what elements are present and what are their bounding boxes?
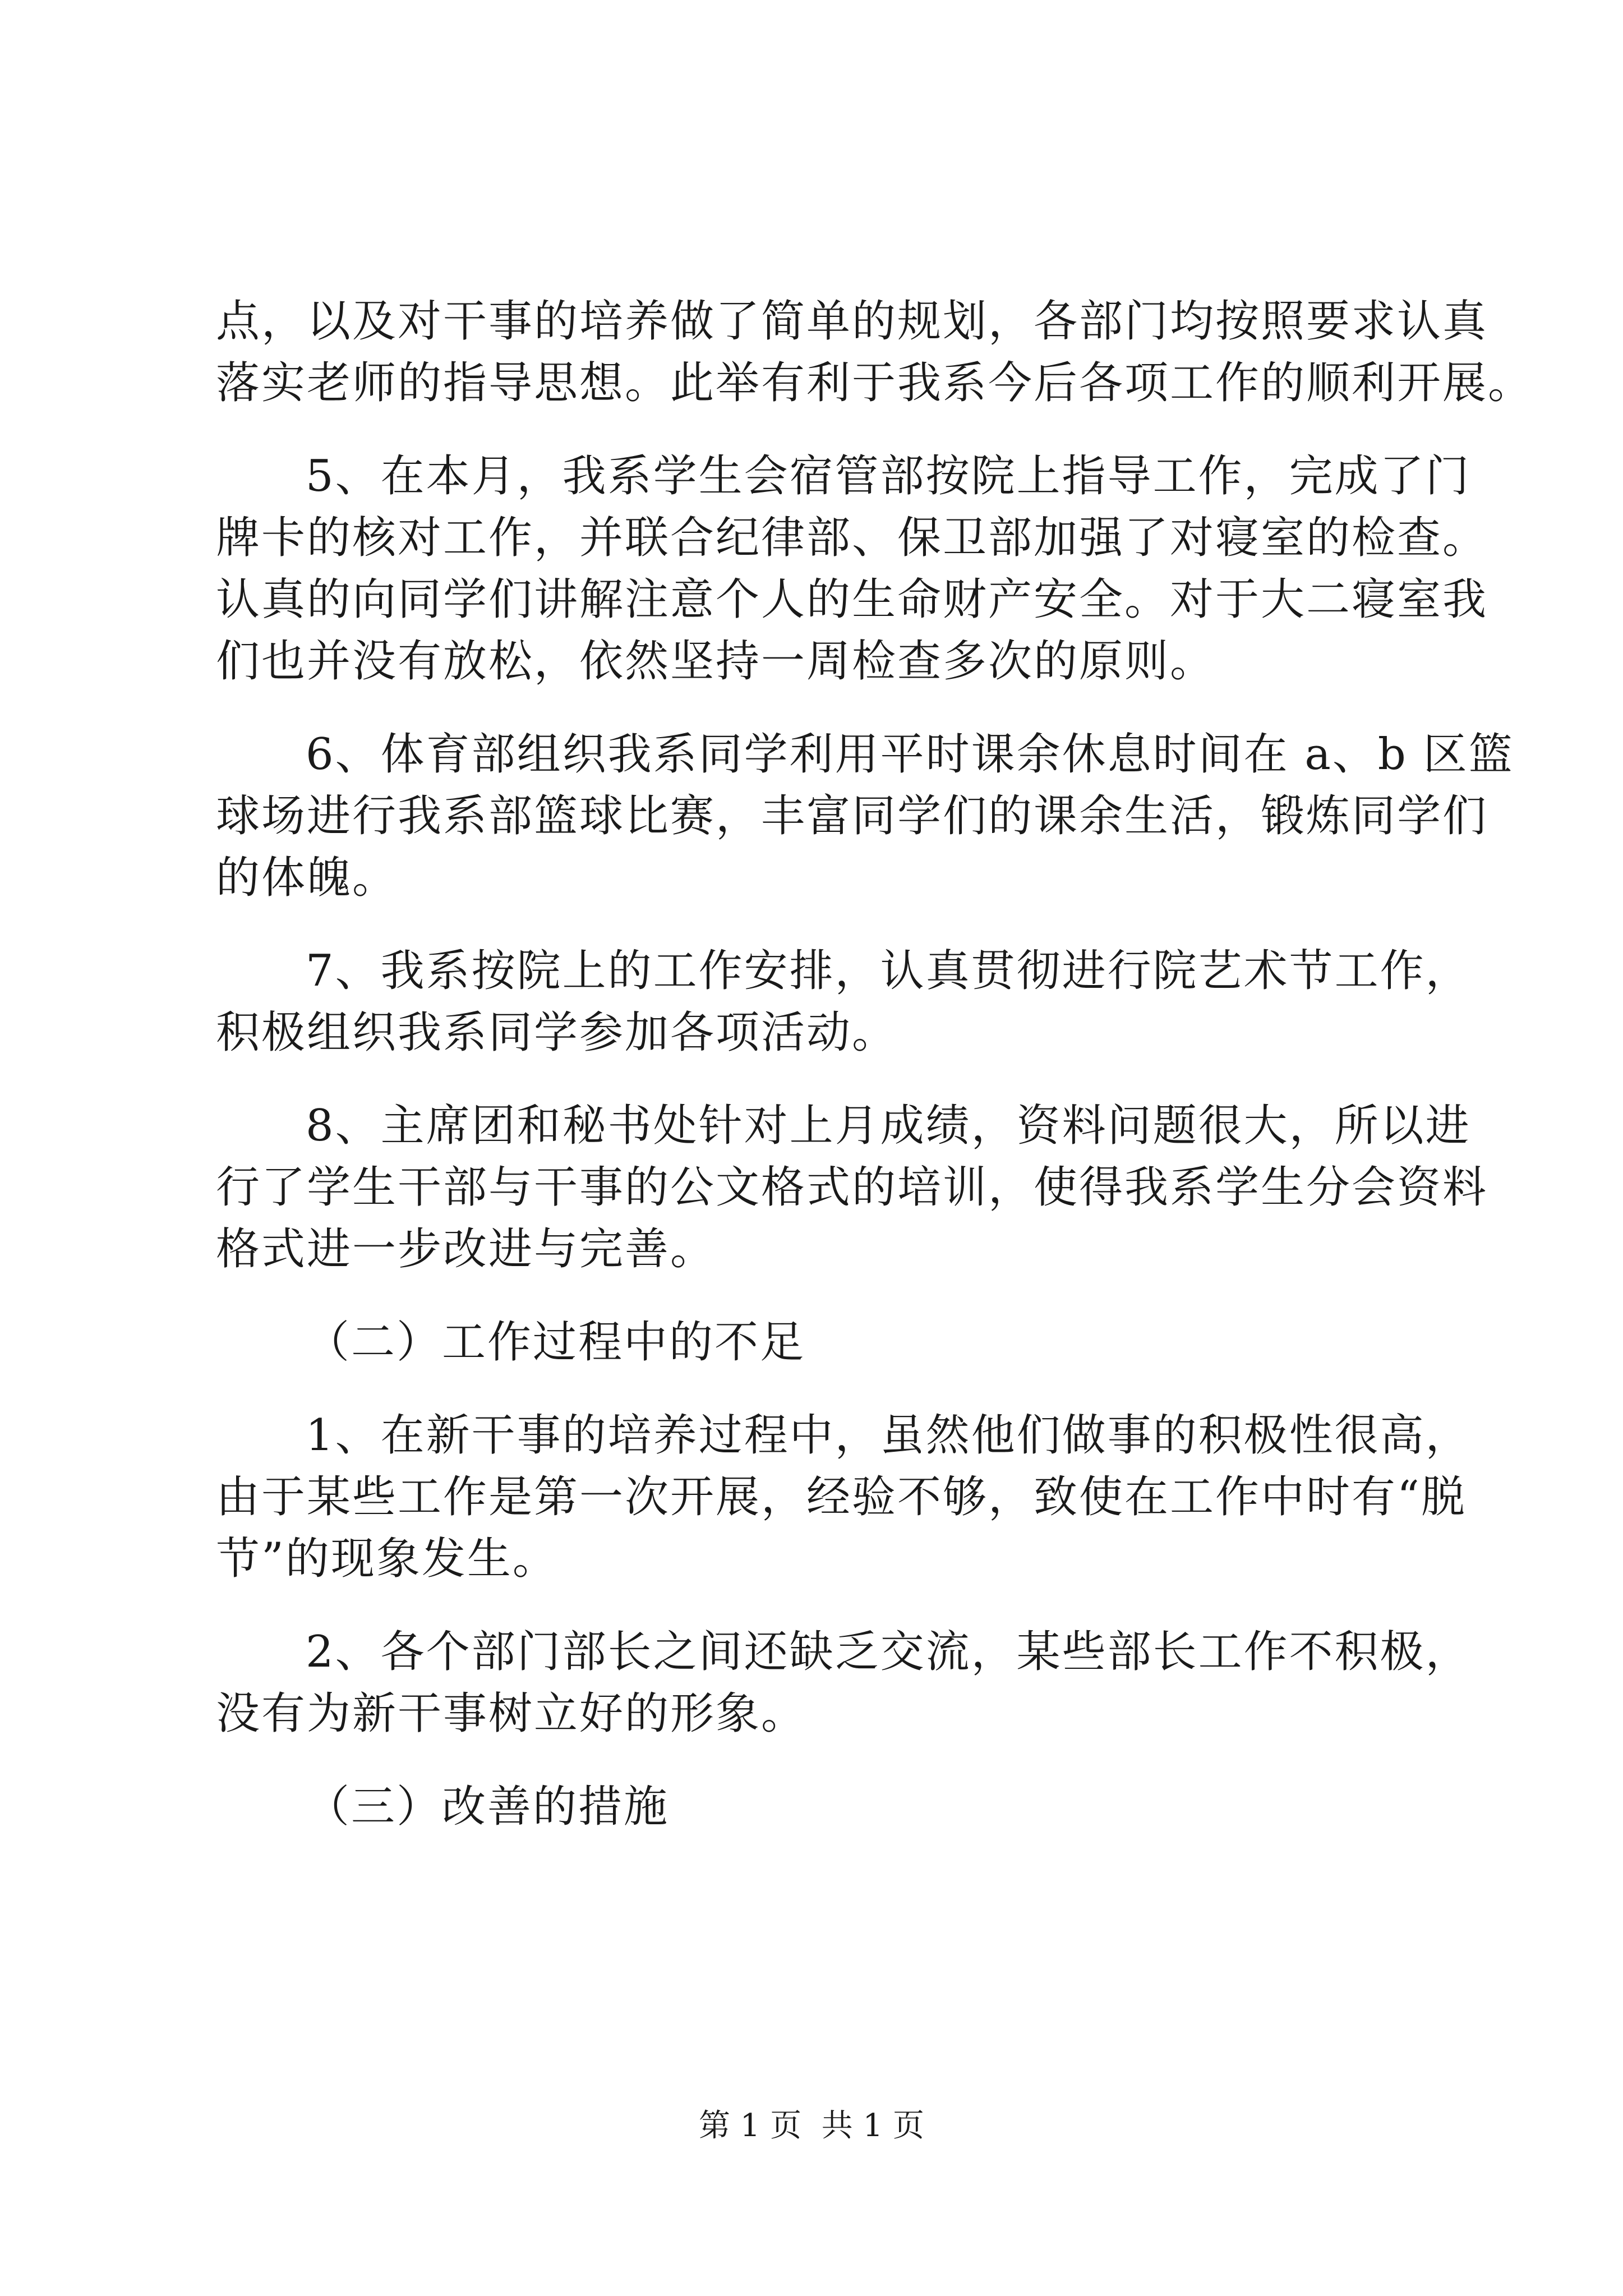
text-line: 的体魄。 xyxy=(216,853,398,903)
text-line: 落实老师的指导思想。此举有利于我系今后各项工作的顺利开展。 xyxy=(216,358,1534,408)
text-line: 没有为新干事树立好的形象。 xyxy=(216,1688,807,1739)
text-line: 们也并没有放松，依然坚持一周检查多次的原则。 xyxy=(216,636,1216,687)
paragraph-item-8: 8、主席团和秘书处针对上月成绩，资料问题很大，所以进 xyxy=(306,1101,1471,1151)
text-line: 球场进行我系部篮球比赛，丰富同学们的课余生活，锻炼同学们 xyxy=(216,791,1488,841)
section-heading-shortcomings: （二）工作过程中的不足 xyxy=(306,1317,806,1368)
page-number-footer: 第 1 页 共 1 页 xyxy=(698,2108,925,2144)
text-line: 积极组织我系同学参加各项活动。 xyxy=(216,1007,898,1058)
text-line: 格式进一步改进与完善。 xyxy=(216,1224,716,1274)
paragraph-item-1: 1、在新干事的培养过程中，虽然他们做事的积极性很高， xyxy=(306,1410,1471,1461)
paragraph-item-7: 7、我系按院上的工作安排，认真贯彻进行院艺术节工作， xyxy=(306,946,1471,996)
text-line: 认真的向同学们讲解注意个人的生命财产安全。对于大二寝室我 xyxy=(216,574,1488,625)
text-line: 节”的现象发生。 xyxy=(216,1534,558,1584)
text-line: 牌卡的核对工作，并联合纪律部、保卫部加强了对寝室的检查。 xyxy=(216,513,1488,563)
text-line: 行了学生干部与干事的公文格式的培训，使得我系学生分会资料 xyxy=(216,1162,1488,1213)
text-line: 由于某些工作是第一次开展，经验不够，致使在工作中时有“脱 xyxy=(216,1472,1467,1522)
paragraph-item-5: 5、在本月，我系学生会宿管部按院上指导工作，完成了门 xyxy=(306,451,1471,501)
document-body xyxy=(216,291,1534,1838)
text-line: 点，以及对干事的培养做了简单的规划，各部门均按照要求认真 xyxy=(216,296,1488,347)
paragraph-item-6: 6、体育部组织我系同学利用平时课余休息时间在 a、b 区篮 xyxy=(306,729,1514,780)
section-heading-improvements: （三）改善的措施 xyxy=(306,1782,670,1832)
paragraph-item-2: 2、各个部门部长之间还缺乏交流，某些部长工作不积极， xyxy=(306,1627,1471,1677)
